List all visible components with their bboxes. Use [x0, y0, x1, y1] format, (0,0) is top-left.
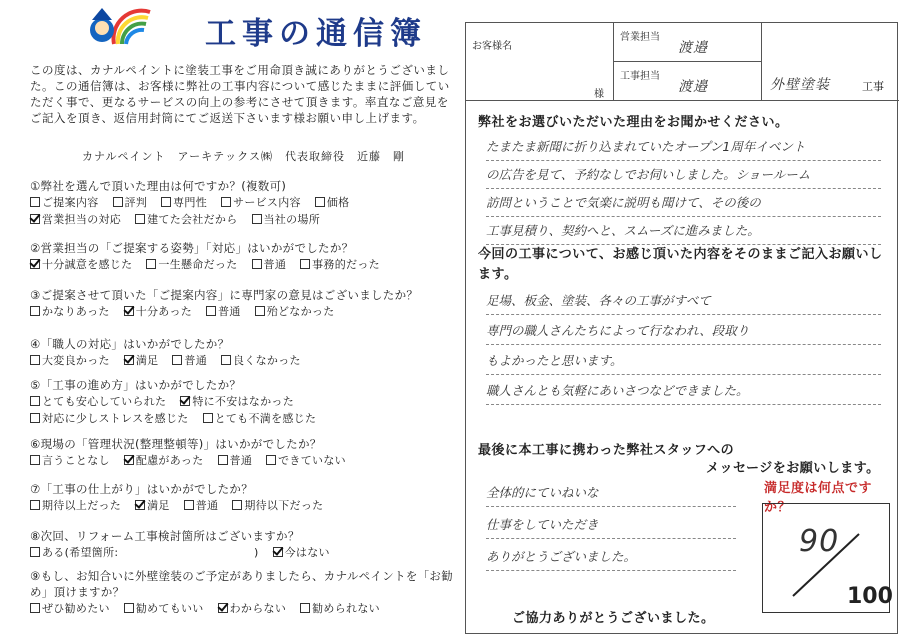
sales-cell: [614, 23, 762, 62]
checkbox[interactable]: [184, 500, 194, 510]
footer-thanks: ご協力ありがとうございました。: [512, 611, 715, 626]
option[interactable]: [30, 353, 110, 369]
option[interactable]: [172, 353, 207, 369]
option[interactable]: [252, 212, 321, 228]
question-text: ⑧次回、リフォーム工事検討箇所はございますか？: [30, 529, 300, 543]
score-value: 90: [799, 524, 840, 559]
option[interactable]: [30, 257, 132, 273]
checkbox[interactable]: [300, 603, 310, 613]
option-label: ご提案内容: [42, 196, 99, 209]
option[interactable]: [266, 453, 346, 469]
feedback-panel: [465, 22, 898, 634]
option[interactable]: [124, 304, 192, 320]
checkbox[interactable]: [124, 355, 134, 365]
section-reason-title: 弊社をお選びいただいた理由をお聞かせください。: [478, 115, 789, 130]
section-message-title-2: メッセージをお願いします。: [706, 461, 880, 476]
option-label: 対応に少しストレスを感じた: [42, 412, 189, 425]
option-label: 殆どなかった: [266, 305, 335, 318]
option-label: ある(希望箇所: ): [42, 546, 259, 559]
section-impression-title: 今回の工事について、お感じ頂いた内容をそのままご記入お願いします。: [478, 247, 883, 282]
checkbox[interactable]: [135, 500, 145, 510]
option[interactable]: [30, 411, 189, 427]
option[interactable]: [124, 453, 204, 469]
option-label: 普通: [218, 305, 241, 318]
checkbox[interactable]: [30, 603, 40, 613]
option[interactable]: [221, 195, 301, 211]
option[interactable]: [300, 601, 380, 617]
checkbox[interactable]: [30, 259, 40, 269]
option-label: 評判: [124, 196, 148, 209]
checkbox[interactable]: [221, 197, 231, 207]
option[interactable]: [206, 304, 241, 320]
option[interactable]: [161, 195, 207, 211]
company-logo: [84, 4, 154, 50]
option[interactable]: [135, 212, 237, 228]
option[interactable]: [135, 498, 170, 514]
question-text: ③ご提案させて頂いた「ご提案内容」に専門家の意見はございましたか？: [30, 288, 419, 302]
sales-label: 営業担当: [620, 32, 660, 43]
question-options: [30, 194, 455, 228]
option[interactable]: [146, 257, 237, 273]
checkbox[interactable]: [206, 306, 216, 316]
checkbox[interactable]: [221, 355, 231, 365]
sales-name: 渡邉: [678, 40, 708, 56]
option[interactable]: [30, 394, 166, 410]
option[interactable]: [124, 601, 204, 617]
option-label: 今はない: [284, 546, 330, 559]
question-options: [30, 352, 455, 369]
option-label: ぜひ勧めたい: [42, 602, 110, 615]
option-label: とても不満を感じた: [214, 412, 317, 425]
option-label: サービス内容: [233, 196, 301, 209]
work-type: 外壁塗装: [770, 77, 830, 93]
answer-line: 工事見積り、契約へと、スムーズに進みました。: [486, 215, 881, 245]
option[interactable]: [30, 453, 110, 469]
score-box: [762, 503, 893, 613]
question-text: ②営業担当の「ご提案する姿勢」「対応」はいかがでしたか？: [30, 241, 354, 255]
checkbox[interactable]: [266, 455, 276, 465]
question-text: ⑨もし、お知合いに外壁塗装のご予定がありましたら、カナルペイントを「お勧め」頂けますか？: [30, 569, 454, 599]
checkbox[interactable]: [180, 396, 190, 406]
question-4: [30, 336, 455, 369]
page-title: 工事の通信簿: [205, 16, 427, 52]
option-label: 専門性: [173, 196, 208, 209]
option-label: 満足: [135, 354, 159, 367]
checkbox[interactable]: [30, 455, 40, 465]
option[interactable]: [30, 212, 121, 228]
question-3: [30, 287, 455, 320]
option-label: かなりあった: [42, 305, 110, 318]
checkbox[interactable]: [30, 197, 40, 207]
question-text: ⑥現場の「管理状況(整理整頓等)」はいかがでしたか？: [30, 437, 322, 451]
question-text: ④「職人の対応」はいかがでしたか？: [30, 337, 230, 351]
option[interactable]: [203, 411, 317, 427]
option-label: 十分あった: [135, 305, 193, 318]
work-label: 工事担当: [620, 71, 660, 82]
question-text: ①弊社を選んで頂いた理由は何ですか？(複数可): [30, 179, 287, 193]
checkbox[interactable]: [30, 500, 40, 510]
question-text: ⑤「工事の進め方」はいかがでしたか？: [30, 378, 242, 392]
checkbox[interactable]: [30, 306, 40, 316]
score-max: 100: [847, 584, 893, 609]
question-5: [30, 377, 455, 427]
checkbox[interactable]: [124, 455, 134, 465]
answer-line: の広告を見て、予約なしでお伺いしました。ショールーム: [486, 159, 881, 189]
option[interactable]: [273, 545, 330, 561]
option[interactable]: [184, 498, 219, 514]
question-7: [30, 481, 455, 514]
work-cell: [614, 62, 762, 101]
option[interactable]: [232, 498, 323, 514]
option[interactable]: [180, 394, 294, 410]
checkbox[interactable]: [315, 197, 325, 207]
checkbox[interactable]: [161, 197, 171, 207]
question-options: [30, 600, 455, 617]
option-label: 普通: [263, 258, 287, 271]
option-label: とても安心していられた: [42, 395, 167, 408]
option[interactable]: [30, 545, 259, 561]
option-label: 良くなかった: [233, 354, 301, 367]
option[interactable]: [30, 498, 121, 514]
question-8: [30, 528, 455, 561]
question-text: ⑦「工事の仕上がり」はいかがでしたか？: [30, 482, 254, 496]
question-options: [30, 256, 455, 273]
sama-label: 様: [594, 89, 604, 100]
option-label: 勧めてもいい: [135, 602, 204, 615]
option[interactable]: [255, 304, 335, 320]
checkbox[interactable]: [30, 214, 40, 224]
checkbox[interactable]: [252, 214, 262, 224]
customer-cell: [466, 23, 614, 101]
option-label: 普通: [195, 499, 219, 512]
checkbox[interactable]: [135, 214, 145, 224]
option[interactable]: [315, 195, 350, 211]
option-label: 配慮があった: [135, 454, 204, 467]
score-label: 満足度は何点ですか？: [764, 481, 873, 515]
checkbox[interactable]: [30, 396, 40, 406]
question-9: [30, 568, 455, 617]
option[interactable]: [252, 257, 287, 273]
checkbox[interactable]: [273, 547, 283, 557]
option[interactable]: [113, 195, 148, 211]
checkbox[interactable]: [255, 306, 265, 316]
option-label: 満足: [147, 499, 170, 512]
checkbox[interactable]: [30, 413, 40, 423]
option-label: 普通: [229, 454, 253, 467]
checkbox[interactable]: [124, 603, 134, 613]
answer-line: 足場、板金、塗装、各々の工事がすべて: [486, 285, 881, 315]
option-label: 期待以上だった: [42, 499, 122, 512]
checkbox[interactable]: [218, 603, 228, 613]
question-options: [30, 544, 455, 561]
option-label: 期待以下だった: [244, 499, 324, 512]
option-label: わからない: [229, 602, 287, 615]
question-2: [30, 240, 455, 273]
checkbox[interactable]: [124, 306, 134, 316]
answer-line: 職人さんとも気軽にあいさつなどできました。: [486, 375, 881, 405]
option[interactable]: [30, 601, 110, 617]
intro-text: この度は、カナルペイントに塗装工事をご用命頂き誠にありがとうございました。この通信簿は、お客様に弊社の工事内容について感じたままに評価していただく事で、更なるサービスの向上の参考にさせて頂きます。率直なご意見をご記入を頂き、返信用封筒にてご返送下さいます様お願い申し上げます。: [30, 63, 450, 125]
option[interactable]: [30, 195, 99, 211]
checkbox[interactable]: [172, 355, 182, 365]
checkbox[interactable]: [252, 259, 262, 269]
question-options: [30, 497, 455, 514]
option-label: 事務的だった: [312, 258, 380, 271]
answer-line: 仕事をしていただき: [486, 509, 736, 539]
option-label: 営業担当の対応: [42, 213, 122, 226]
option[interactable]: [124, 353, 159, 369]
option-label: 特に不安はなかった: [192, 395, 295, 408]
answer-line: 全体的にていねいな: [486, 477, 736, 507]
checkbox[interactable]: [113, 197, 123, 207]
work-name: 渡邉: [678, 79, 708, 95]
checkbox[interactable]: [146, 259, 156, 269]
question-6: [30, 436, 455, 469]
option[interactable]: [300, 257, 380, 273]
option[interactable]: [218, 601, 287, 617]
option-label: 大変良かった: [42, 354, 110, 367]
checkbox[interactable]: [203, 413, 213, 423]
answer-line: たまたま新聞に折り込まれていたオープン1周年イベント: [486, 131, 881, 161]
question-options: [30, 303, 455, 320]
option-label: 価格: [326, 196, 350, 209]
koji-label: 工事: [862, 80, 884, 93]
answer-line: もよかったと思います。: [486, 345, 881, 375]
answer-line: 訪問ということで気楽に説明も聞けて、その後の: [486, 187, 881, 217]
option[interactable]: [221, 353, 301, 369]
signature: カナルペイント アーキテックス㈱ 代表取締役 近藤 剛: [82, 150, 406, 163]
option-label: できていない: [278, 454, 346, 467]
option-label: 当社の場所: [263, 213, 321, 226]
option[interactable]: [218, 453, 253, 469]
checkbox[interactable]: [300, 259, 310, 269]
question-1: [30, 178, 455, 228]
answer-line: ありがとうございました。: [486, 541, 736, 571]
question-options: [30, 452, 455, 469]
option[interactable]: [30, 304, 110, 320]
option-label: 言うことなし: [42, 454, 110, 467]
checkbox[interactable]: [232, 500, 242, 510]
question-options: [30, 393, 455, 427]
work-type-cell: [762, 62, 899, 101]
option-label: 普通: [184, 354, 208, 367]
option-label: 建てた会社だから: [147, 213, 238, 226]
option-label: 十分誠意を感じた: [42, 258, 133, 271]
option-label: 一生懸命だった: [158, 258, 238, 271]
customer-label: お客様名: [472, 41, 512, 52]
section-message-title: 最後に本工事に携わった弊社スタッフへの: [478, 443, 735, 458]
checkbox[interactable]: [30, 355, 40, 365]
answer-line: 専門の職人さんたちによって行なわれ、段取り: [486, 315, 881, 345]
option-label: 勧められない: [312, 602, 380, 615]
checkbox[interactable]: [30, 547, 40, 557]
checkbox[interactable]: [218, 455, 228, 465]
